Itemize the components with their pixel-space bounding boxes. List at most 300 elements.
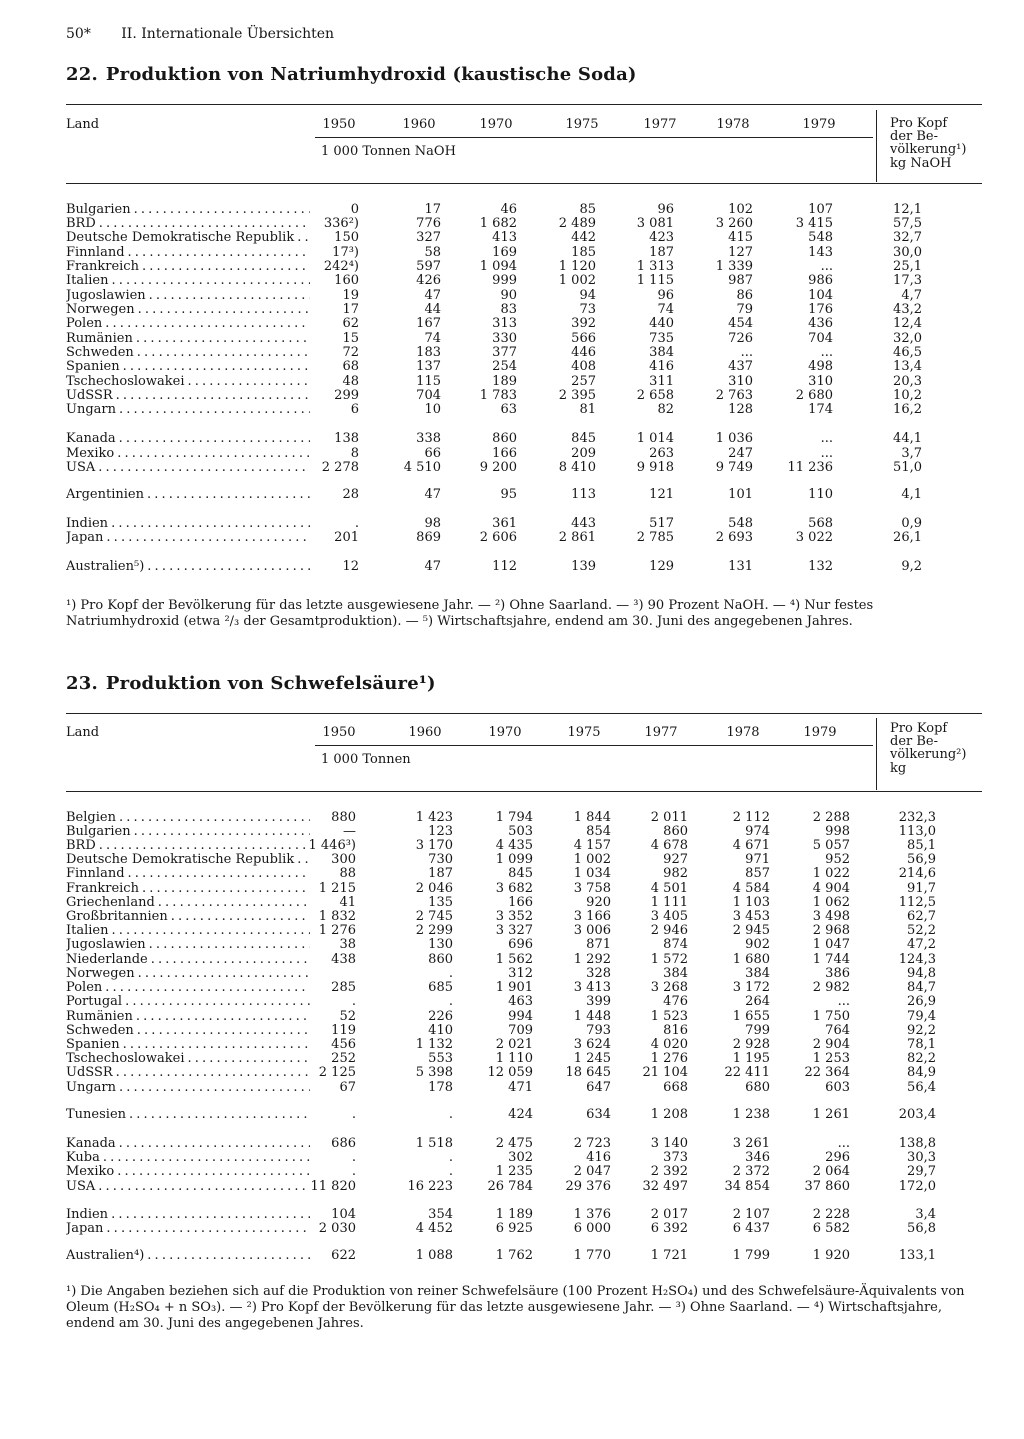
value-cell: 1 253: [812, 1051, 850, 1066]
country-name: Portugal . . .: [66, 994, 310, 1009]
value-cell: 869: [416, 530, 441, 545]
value-cell: 336²): [323, 216, 359, 231]
value-cell: 2 946: [650, 923, 688, 938]
value-cell: 81: [579, 402, 596, 417]
per-capita-line: Pro Kopf: [890, 721, 948, 736]
value-cell: .: [351, 1164, 356, 1179]
value-cell: 3 261: [732, 1136, 770, 1151]
value-cell: 47: [424, 559, 441, 574]
value-cell: 2 785: [636, 530, 674, 545]
table-row: [66, 230, 986, 245]
value-cell: 2 030: [318, 1221, 356, 1236]
value-cell: 6 392: [650, 1221, 688, 1236]
value-cell: 44: [424, 302, 441, 317]
per-capita-cell: 30,0: [893, 245, 922, 260]
table-22-year-header: 1970: [479, 117, 513, 132]
value-cell: 187: [428, 866, 453, 881]
value-cell: 647: [586, 1080, 611, 1095]
value-cell: 310: [728, 374, 753, 389]
value-cell: 3 327: [495, 923, 533, 938]
value-cell: 2 693: [715, 530, 753, 545]
value-cell: 410: [428, 1023, 453, 1038]
country-name: Deutsche Demokratische Republik . . .: [66, 852, 310, 867]
per-capita-cell: 20,3: [893, 374, 922, 389]
table-23-year-header: 1977: [644, 725, 678, 740]
value-cell: 12 059: [487, 1065, 533, 1080]
value-cell: 104: [331, 1207, 356, 1222]
value-cell: 1 245: [573, 1051, 611, 1066]
table-row: [66, 530, 986, 545]
value-cell: 29 376: [565, 1179, 611, 1194]
value-cell: 110: [808, 487, 833, 502]
value-cell: 4 904: [812, 881, 850, 896]
value-cell: 1 744: [812, 952, 850, 967]
value-cell: 2 372: [732, 1164, 770, 1179]
value-cell: 247: [728, 446, 753, 461]
per-capita-cell: 84,7: [907, 980, 936, 995]
value-cell: 2 606: [479, 530, 517, 545]
per-capita-cell: 112,5: [898, 895, 936, 910]
value-cell: 1 448: [573, 1009, 611, 1024]
value-cell: 3 166: [573, 909, 611, 924]
value-cell: 1 189: [495, 1207, 533, 1222]
value-cell: 5 398: [415, 1065, 453, 1080]
per-capita-cell: 82,2: [907, 1051, 936, 1066]
table-23-per-capita-header: [890, 722, 966, 775]
value-cell: 167: [416, 316, 441, 331]
value-cell: 47: [424, 487, 441, 502]
value-cell: 2 861: [558, 530, 596, 545]
country-name: Schweden . . .: [66, 345, 310, 360]
value-cell: 1 446³): [308, 838, 356, 853]
value-cell: 130: [428, 937, 453, 952]
per-capita-cell: 52,2: [907, 923, 936, 938]
country-name: Jugoslawien . . .: [66, 937, 310, 952]
value-cell: 1 103: [732, 895, 770, 910]
value-cell: 3 170: [415, 838, 453, 853]
per-capita-cell: 26,9: [907, 994, 936, 1009]
per-capita-cell: 138,8: [898, 1136, 936, 1151]
table-row: [66, 1136, 986, 1151]
country-name: Mexiko . . .: [66, 1164, 310, 1179]
per-capita-cell: 124,3: [898, 952, 936, 967]
table-22-year-header: 1975: [565, 117, 599, 132]
per-capita-cell: 9,2: [901, 559, 922, 574]
value-cell: 446: [571, 345, 596, 360]
value-cell: 285: [331, 980, 356, 995]
value-cell: 37 860: [804, 1179, 850, 1194]
table-23-year-header: 1960: [408, 725, 442, 740]
per-capita-cell: 232,3: [898, 810, 936, 825]
value-cell: 150: [334, 230, 359, 245]
value-cell: 5 057: [812, 838, 850, 853]
value-cell: 442: [571, 230, 596, 245]
table-22-year-header: 1960: [402, 117, 436, 132]
page-number: 50*: [66, 26, 91, 42]
country-name: Finnland . . .: [66, 866, 310, 881]
value-cell: 0: [350, 202, 359, 217]
value-cell: 2 112: [732, 810, 770, 825]
value-cell: 68: [342, 359, 359, 374]
value-cell: 3 453: [732, 909, 770, 924]
value-cell: 438: [331, 952, 356, 967]
table-23-footnotes: ¹) Die Angaben beziehen sich auf die Produktion von reiner Schwefelsäure (100 Prozent H₂SO₄) und des Schwefelsäure-Äquivalents von Oleum (H₂SO₄ + n SO₃). — ²) Pro Kopf der Bevölkerung für das letzte ausgewiesene Jahr. — ³) Ohne Saarland. — ⁴) Wirtschaftsjahre, endend am 30. Juni des angegebenen Jahres.: [66, 1284, 965, 1331]
value-cell: 9 200: [479, 460, 517, 475]
table-row: [66, 245, 986, 260]
per-capita-cell: 13,4: [893, 359, 922, 374]
value-cell: 408: [571, 359, 596, 374]
value-cell: 1 110: [495, 1051, 533, 1066]
value-cell: ...: [837, 1136, 850, 1151]
value-cell: 112: [492, 559, 517, 574]
value-cell: 436: [808, 316, 833, 331]
value-cell: 994: [508, 1009, 533, 1024]
value-cell: 2 968: [812, 923, 850, 938]
value-cell: 6 582: [812, 1221, 850, 1236]
value-cell: 72: [342, 345, 359, 360]
country-name: UdSSR . . .: [66, 1065, 310, 1080]
value-cell: 845: [508, 866, 533, 881]
per-capita-cell: 56,9: [907, 852, 936, 867]
value-cell: 597: [416, 259, 441, 274]
value-cell: 498: [808, 359, 833, 374]
value-cell: 860: [663, 824, 688, 839]
value-cell: 860: [492, 431, 517, 446]
value-cell: 17: [342, 302, 359, 317]
per-capita-cell: 3,7: [901, 446, 922, 461]
value-cell: 1 047: [812, 937, 850, 952]
value-cell: 456: [331, 1037, 356, 1052]
value-cell: 79: [736, 302, 753, 317]
value-cell: 242⁴): [323, 259, 359, 274]
value-cell: .: [448, 1150, 453, 1165]
value-cell: 257: [571, 374, 596, 389]
value-cell: 1 238: [732, 1107, 770, 1122]
value-cell: 440: [649, 316, 674, 331]
table-row: [66, 838, 986, 853]
value-cell: 735: [649, 331, 674, 346]
value-cell: 169: [492, 245, 517, 260]
country-name: Spanien . . .: [66, 1037, 310, 1052]
value-cell: 2 125: [318, 1065, 356, 1080]
value-cell: ...: [820, 345, 833, 360]
value-cell: 327: [416, 230, 441, 245]
value-cell: 296: [825, 1150, 850, 1165]
value-cell: 2 475: [495, 1136, 533, 1151]
per-capita-cell: 57,5: [893, 216, 922, 231]
value-cell: 1 034: [573, 866, 611, 881]
value-cell: 416: [586, 1150, 611, 1165]
value-cell: 123: [428, 824, 453, 839]
table-22-year-header: 1978: [716, 117, 750, 132]
value-cell: 568: [808, 516, 833, 531]
value-cell: 426: [416, 273, 441, 288]
country-name: Polen . . .: [66, 316, 310, 331]
value-cell: 3 260: [715, 216, 753, 231]
value-cell: 1 014: [636, 431, 674, 446]
value-cell: 603: [825, 1080, 850, 1095]
per-capita-cell: 172,0: [898, 1179, 936, 1194]
per-capita-cell: 79,4: [907, 1009, 936, 1024]
value-cell: 361: [492, 516, 517, 531]
table-22-top-rule: [66, 104, 982, 105]
value-cell: 704: [416, 388, 441, 403]
per-capita-line: der Be-: [890, 129, 939, 145]
country-name: Ungarn . . .: [66, 1080, 310, 1095]
value-cell: 1 762: [495, 1248, 533, 1263]
country-name: Japan . . .: [66, 1221, 310, 1236]
value-cell: 902: [745, 937, 770, 952]
value-cell: 4 671: [732, 838, 770, 853]
per-capita-cell: 3,4: [915, 1207, 936, 1222]
value-cell: 9 749: [715, 460, 753, 475]
value-cell: 58: [424, 245, 441, 260]
value-cell: 517: [649, 516, 674, 531]
value-cell: 95: [500, 487, 517, 502]
per-capita-cell: 62,7: [907, 909, 936, 924]
table-row: [66, 259, 986, 274]
value-cell: .: [448, 1107, 453, 1122]
value-cell: 857: [745, 866, 770, 881]
country-name: Norwegen . . .: [66, 966, 310, 981]
value-cell: ...: [740, 345, 753, 360]
value-cell: 4 452: [415, 1221, 453, 1236]
value-cell: 2 658: [636, 388, 674, 403]
per-capita-cell: 84,9: [907, 1065, 936, 1080]
table-row: [66, 1051, 986, 1066]
value-cell: 8 410: [558, 460, 596, 475]
value-cell: 135: [428, 895, 453, 910]
table-row: [66, 824, 986, 839]
table-row: [66, 952, 986, 967]
per-capita-cell: 46,5: [893, 345, 922, 360]
value-cell: 1 261: [812, 1107, 850, 1122]
value-cell: 3 498: [812, 909, 850, 924]
table-22-year-rule: [315, 137, 873, 138]
per-capita-cell: 32,7: [893, 230, 922, 245]
country-name: Großbritannien . . .: [66, 909, 310, 924]
country-name: Rumänien . . .: [66, 331, 310, 346]
value-cell: 2 047: [573, 1164, 611, 1179]
value-cell: 166: [508, 895, 533, 910]
value-cell: 17³): [332, 245, 359, 260]
per-capita-line: völkerung¹): [890, 142, 967, 158]
value-cell: 2 745: [415, 909, 453, 924]
per-capita-line: kg NaOH: [890, 155, 952, 171]
value-cell: 131: [728, 559, 753, 574]
country-name: Indien . . .: [66, 1207, 310, 1222]
value-cell: 1 062: [812, 895, 850, 910]
value-cell: 384: [745, 966, 770, 981]
value-cell: 121: [649, 487, 674, 502]
value-cell: 38: [339, 937, 356, 952]
value-cell: 127: [728, 245, 753, 260]
value-cell: 254: [492, 359, 517, 374]
value-cell: 4 157: [573, 838, 611, 853]
table-row: [66, 937, 986, 952]
value-cell: 1 022: [812, 866, 850, 881]
value-cell: .: [351, 994, 356, 1009]
per-capita-cell: 17,3: [893, 273, 922, 288]
value-cell: 1 195: [732, 1051, 770, 1066]
value-cell: 41: [339, 895, 356, 910]
value-cell: 1 339: [715, 259, 753, 274]
country-name: Indien . . .: [66, 516, 310, 531]
value-cell: 160: [334, 273, 359, 288]
table-row: [66, 966, 986, 981]
per-capita-cell: 43,2: [893, 302, 922, 317]
value-cell: 1 132: [415, 1037, 453, 1052]
table-row: [66, 852, 986, 867]
table-23-year-rule: [315, 745, 873, 746]
value-cell: 1 423: [415, 810, 453, 825]
value-cell: 2 489: [558, 216, 596, 231]
value-cell: 15: [342, 331, 359, 346]
table-23-title: [66, 673, 436, 694]
country-name: Kanada . . .: [66, 431, 310, 446]
value-cell: 17: [424, 202, 441, 217]
value-cell: .: [351, 1150, 356, 1165]
value-cell: 373: [663, 1150, 688, 1165]
value-cell: 726: [728, 331, 753, 346]
value-cell: 566: [571, 331, 596, 346]
value-cell: 634: [586, 1107, 611, 1122]
value-cell: ...: [820, 259, 833, 274]
country-name: Japan . . .: [66, 530, 310, 545]
value-cell: 66: [424, 446, 441, 461]
table-23-year-header: 1970: [488, 725, 522, 740]
table-row: [66, 1107, 986, 1122]
country-name: Italien . . .: [66, 273, 310, 288]
value-cell: 854: [586, 824, 611, 839]
table-23-top-rule: [66, 713, 982, 714]
value-cell: 871: [586, 937, 611, 952]
value-cell: 4 020: [650, 1037, 688, 1052]
per-capita-line: kg: [890, 760, 907, 776]
value-cell: 101: [728, 487, 753, 502]
table-row: [66, 316, 986, 331]
value-cell: .: [448, 1164, 453, 1179]
value-cell: ...: [837, 994, 850, 1009]
value-cell: 1 682: [479, 216, 517, 231]
value-cell: 96: [657, 288, 674, 303]
table-row: [66, 516, 986, 531]
value-cell: 346: [745, 1150, 770, 1165]
value-cell: 2 680: [795, 388, 833, 403]
value-cell: 74: [424, 331, 441, 346]
value-cell: 174: [808, 402, 833, 417]
value-cell: 128: [728, 402, 753, 417]
per-capita-cell: 56,8: [907, 1221, 936, 1236]
country-name: Kanada . . .: [66, 1136, 310, 1151]
value-cell: 310: [808, 374, 833, 389]
table-row: [66, 273, 986, 288]
value-cell: 384: [663, 966, 688, 981]
value-cell: 6: [350, 402, 359, 417]
value-cell: 986: [808, 273, 833, 288]
table-row: [66, 923, 986, 938]
value-cell: 187: [649, 245, 674, 260]
value-cell: 338: [416, 431, 441, 446]
page-header: [66, 26, 334, 42]
value-cell: 1 099: [495, 852, 533, 867]
value-cell: 1 235: [495, 1164, 533, 1179]
value-cell: 86: [736, 288, 753, 303]
value-cell: 384: [649, 345, 674, 360]
section-title: II. Internationale Übersichten: [121, 26, 335, 42]
value-cell: 845: [571, 431, 596, 446]
value-cell: 11 820: [310, 1179, 356, 1194]
per-capita-cell: 133,1: [898, 1248, 936, 1263]
table-23-year-header: 1975: [567, 725, 601, 740]
value-cell: 8: [350, 446, 359, 461]
table-row: [66, 359, 986, 374]
country-name: Australien⁴) . . .: [66, 1248, 310, 1263]
value-cell: 166: [492, 446, 517, 461]
table-23-year-header: 1979: [803, 725, 837, 740]
per-capita-cell: 32,0: [893, 331, 922, 346]
value-cell: 3 022: [795, 530, 833, 545]
table-row: [66, 1065, 986, 1080]
value-cell: 874: [663, 937, 688, 952]
table-row: [66, 895, 986, 910]
value-cell: 764: [825, 1023, 850, 1038]
value-cell: 3 624: [573, 1037, 611, 1052]
table-row: [66, 345, 986, 360]
value-cell: 6 000: [573, 1221, 611, 1236]
value-cell: 6 925: [495, 1221, 533, 1236]
value-cell: 4 510: [403, 460, 441, 475]
value-cell: 3 081: [636, 216, 674, 231]
value-cell: 1 002: [558, 273, 596, 288]
value-cell: —: [343, 824, 356, 839]
value-cell: 974: [745, 824, 770, 839]
value-cell: 1 523: [650, 1009, 688, 1024]
value-cell: 21 104: [642, 1065, 688, 1080]
table-row: [66, 1037, 986, 1052]
value-cell: 1 292: [573, 952, 611, 967]
table-row: [66, 1248, 986, 1263]
country-name: Finnland . . .: [66, 245, 310, 260]
value-cell: 2 046: [415, 881, 453, 896]
value-cell: 860: [428, 952, 453, 967]
value-cell: 18 645: [565, 1065, 611, 1080]
country-name: Australien⁵) . . .: [66, 559, 310, 574]
country-name: Tunesien . . .: [66, 1107, 310, 1122]
value-cell: 2 982: [812, 980, 850, 995]
per-capita-cell: 30,3: [907, 1150, 936, 1165]
table-22-per-capita-header: [890, 117, 966, 170]
per-capita-cell: 44,1: [893, 431, 922, 446]
value-cell: 1 208: [650, 1107, 688, 1122]
value-cell: 176: [808, 302, 833, 317]
table-row: [66, 202, 986, 217]
value-cell: 115: [416, 374, 441, 389]
value-cell: 185: [571, 245, 596, 260]
value-cell: 2 392: [650, 1164, 688, 1179]
per-capita-cell: 25,1: [893, 259, 922, 274]
country-name: Tschechoslowakei . . .: [66, 374, 310, 389]
value-cell: 1 002: [573, 852, 611, 867]
value-cell: .: [354, 516, 359, 531]
table-row: [66, 1150, 986, 1165]
country-name: Bulgarien . . .: [66, 824, 310, 839]
value-cell: 19: [342, 288, 359, 303]
value-cell: 1 770: [573, 1248, 611, 1263]
value-cell: 299: [334, 388, 359, 403]
table-22-year-header: 1979: [802, 117, 836, 132]
value-cell: 463: [508, 994, 533, 1009]
